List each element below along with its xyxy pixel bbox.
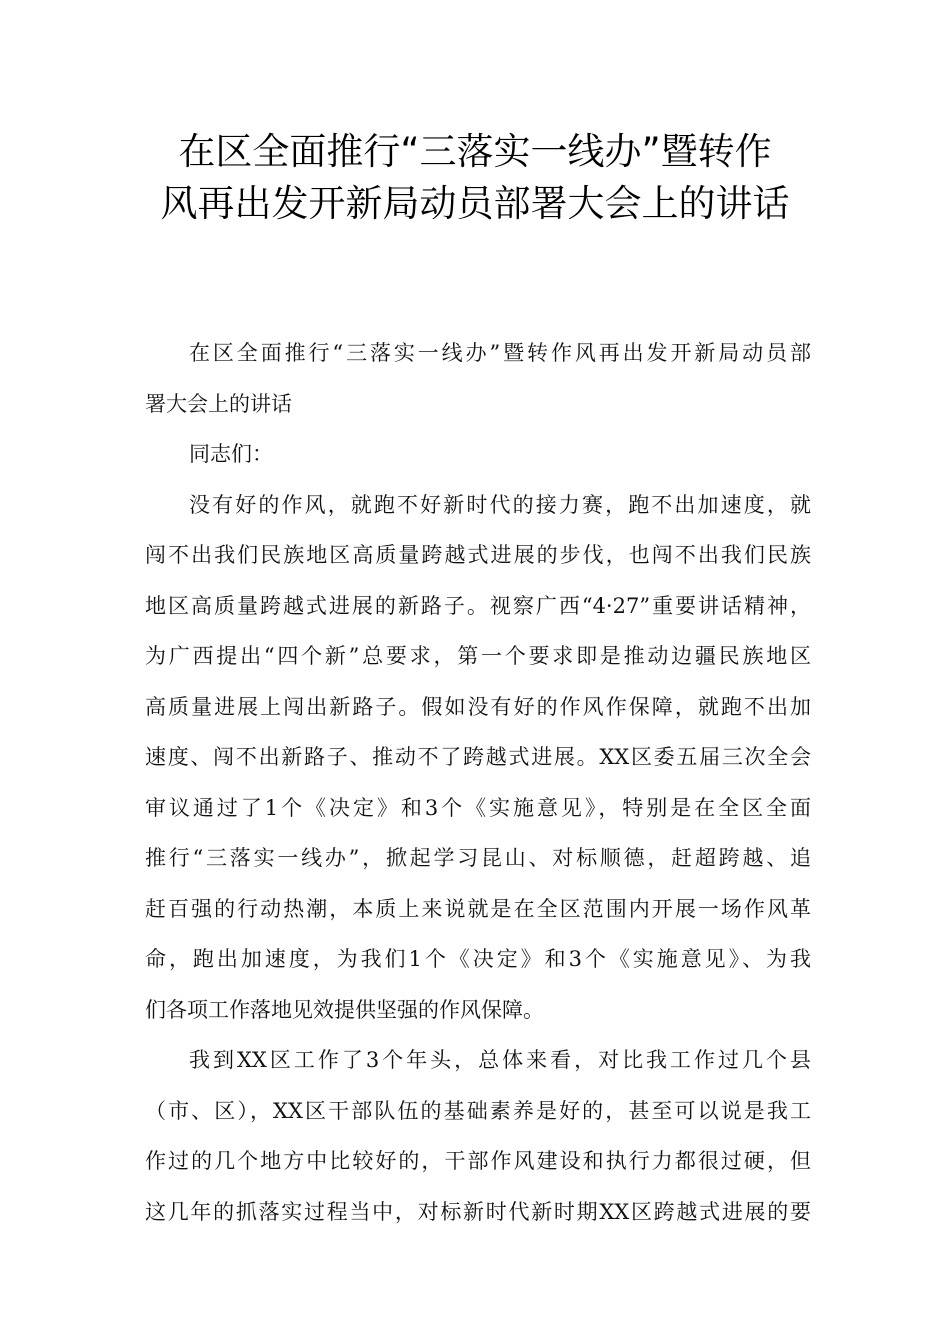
- document-body: [145, 328, 811, 1237]
- paragraph-line: 我到XX区工作了3个年头，总体来看，对比我工作过几个县: [189, 1048, 811, 1072]
- paragraph-line: 为广西提出“四个新”总要求，第一个要求即是推动边疆民族地区: [145, 644, 811, 668]
- document-title: [120, 126, 830, 230]
- paragraph-line: 这几年的抓落实过程当中，对标新时代新时期XX区跨越式进展的要: [145, 1199, 811, 1224]
- paragraph-line: 在区全面推行“三落实一线办”暨转作风再出发开新局动员部: [189, 341, 811, 365]
- paragraph-line: 署大会上的讲话: [145, 391, 292, 416]
- paragraph-line: 闯不出我们民族地区高质量跨越式进展的步伐，也闯不出我们民族: [145, 543, 811, 567]
- salutation: 同志们：: [189, 442, 273, 466]
- paragraph-line: 审议通过了1个《决定》和3个《实施意见》，特别是在全区全面: [145, 795, 811, 820]
- paragraph-line: 没有好的作风，就跑不好新时代的接力赛，跑不出加速度，就: [189, 492, 811, 517]
- paragraph-line: 地区高质量跨越式进展的新路子。视察广西“4·27”重要讲话精神，: [145, 593, 811, 618]
- title-line-2: 风再出发开新局动员部署大会上的讲话: [160, 182, 790, 225]
- paragraph-line: 们各项工作落地见效提供坚强的作风保障。: [145, 997, 544, 1022]
- paragraph-line: 高质量进展上闯出新路子。假如没有好的作风作保障，就跑不出加: [145, 694, 811, 719]
- paragraph-line: 作过的几个地方中比较好的，干部作风建设和执行力都很过硬，但: [145, 1149, 811, 1173]
- paragraph-line: （市、区），XX区干部队伍的基础素养是好的，甚至可以说是我工: [145, 1098, 811, 1123]
- paragraph-line: 赶百强的行动热潮，本质上来说就是在全区范围内开展一场作风革: [145, 896, 811, 921]
- paragraph-line: 速度、闯不出新路子、推动不了跨越式进展。XX区委五届三次全会: [145, 745, 811, 769]
- title-line-1: 在区全面推行“三落实一线办”暨转作: [178, 130, 772, 173]
- paragraph-line: 命，跑出加速度，为我们1个《决定》和3个《实施意见》、为我: [145, 947, 811, 971]
- paragraph-line: 推行“三落实一线办”，掀起学习昆山、对标顺德，赶超跨越、追: [145, 846, 811, 870]
